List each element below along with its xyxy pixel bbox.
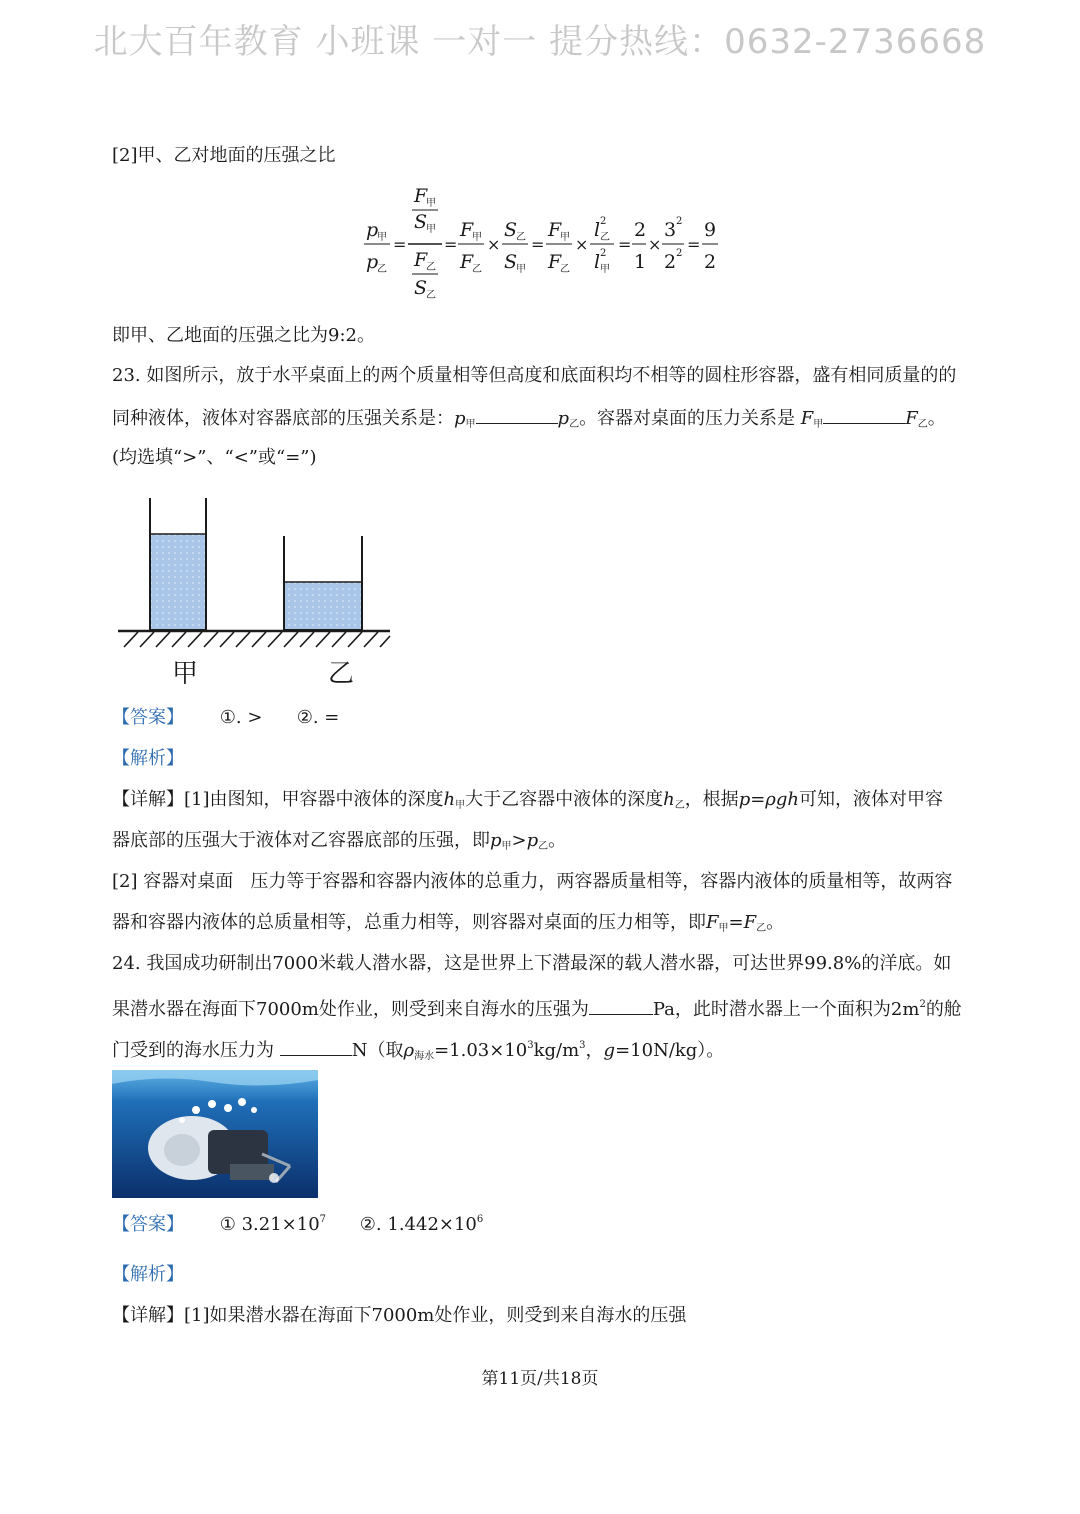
q22-part2-heading: [2]甲、乙对地面的压强之比 <box>112 145 336 166</box>
q24-text: =10N/kg）。 <box>615 1040 725 1061</box>
formula-l: l <box>594 251 601 273</box>
var-h: h <box>443 789 456 810</box>
formula-num: 3 <box>664 219 677 241</box>
q23-detail-line3: [2] 容器对桌面 压力等于容器和容器内液体的总重力，两容器质量相等，容器内液体的质量相等，故两容 <box>112 871 953 892</box>
var-g: g <box>603 1040 616 1061</box>
q24-stem-line1: 24. 我国成功研制出7000米载人潜水器，这是世界上下潜最深的载人潜水器，可达世界99.8%的洋底。如 <box>112 953 952 974</box>
sub-yi: 乙 <box>674 800 685 811</box>
formula-num: 2 <box>704 251 717 273</box>
period: 。 <box>548 830 567 851</box>
formula-F: F <box>548 251 562 273</box>
blank-pressure[interactable] <box>476 405 558 424</box>
answer-tag: 【答案】 <box>112 1214 184 1235</box>
answer-2-exp: 6 <box>476 1214 484 1225</box>
period: 。 <box>766 912 785 933</box>
formula-sub-jia: 甲 <box>472 232 482 243</box>
formula-sub-yi: 乙 <box>560 264 570 275</box>
sub-jia: 甲 <box>465 419 476 430</box>
formula-exp-2: 2 <box>600 216 607 227</box>
formula-times: × <box>487 235 501 254</box>
q23-answer <box>112 706 339 730</box>
formula-num: 9 <box>704 219 717 241</box>
formula-num: 1 <box>634 251 647 273</box>
formula-sub-yi: 乙 <box>426 290 436 301</box>
formula-eq: = <box>393 235 407 254</box>
q23-text: 器底部的压强大于液体对乙容器底部的压强，即 <box>112 830 490 851</box>
sub-yi: 乙 <box>569 419 580 430</box>
formula-eq: = <box>444 235 458 254</box>
answer-text: ①. > ②. = <box>219 707 340 728</box>
blank-force-value[interactable] <box>280 1037 352 1056</box>
submersible-photo <box>112 1070 318 1198</box>
formula-S: S <box>414 277 428 299</box>
q24-text: N（取 <box>351 1040 404 1061</box>
formula-S: S <box>504 251 518 273</box>
q24-detail-line1 <box>112 1304 686 1328</box>
formula-eq: = <box>618 235 632 254</box>
formula-times: × <box>648 235 662 254</box>
q23-text: 。容器对桌面的压力关系是 <box>579 408 796 429</box>
formula-sub-jia: 甲 <box>426 224 436 235</box>
formula-eq: = <box>687 235 701 254</box>
formula-sub-jia: 甲 <box>377 232 387 243</box>
q24-text: [1]如果潜水器在海面下7000m处作业，则受到来自海水的压强 <box>184 1305 687 1326</box>
sub-seawater: 海水 <box>414 1051 435 1062</box>
answer-1: ① 3.21×10 <box>219 1214 320 1235</box>
op-gt: > <box>511 830 527 851</box>
sub-yi: 乙 <box>917 419 928 430</box>
q23-text: 可知，液体对甲容 <box>799 789 943 810</box>
sup-3: 3 <box>527 1040 534 1051</box>
formula-p: p <box>366 251 379 273</box>
detail-tag: 【详解】 <box>112 789 184 810</box>
q23-text: 大于乙容器中液体的深度 <box>465 789 664 810</box>
blank-force[interactable] <box>823 405 905 424</box>
q24-stem-line3 <box>112 1034 724 1069</box>
formula-F: F <box>414 185 428 207</box>
var-h: h <box>663 789 675 810</box>
var-F: F <box>706 912 719 933</box>
sup-2: 2 <box>919 999 926 1010</box>
q24-text: 的舱 <box>925 999 962 1020</box>
formula-F: F <box>460 251 474 273</box>
watermark-header: 北大百年教育 小班课 一对一 提分热线：0632-2736668 <box>93 22 987 62</box>
sub-jia: 甲 <box>813 419 824 430</box>
q23-stem-line2 <box>112 405 946 437</box>
formula-sub-yi: 乙 <box>600 232 610 243</box>
formula-sub-yi: 乙 <box>516 232 526 243</box>
var-p: p <box>454 408 466 429</box>
formula-times: × <box>575 235 589 254</box>
formula-num: 2 <box>664 251 677 273</box>
sub-jia: 甲 <box>718 923 729 934</box>
q24-text: 果潜水器在海面下7000m处作业，则受到来自海水的压强为 <box>112 999 589 1020</box>
formula-F: F <box>460 219 474 241</box>
formula-sub-jia: 甲 <box>560 232 570 243</box>
op-eq: = <box>728 912 744 933</box>
q24-text: Pa，此时潜水器上一个面积为2m <box>652 999 920 1020</box>
answer-2: ②. 1.442×10 <box>359 1214 477 1235</box>
formula-S: S <box>504 219 518 241</box>
q23-text: ，根据 <box>684 789 739 810</box>
formula-F: F <box>548 219 562 241</box>
formula-num: 2 <box>634 219 647 241</box>
ground-hatch <box>124 632 390 647</box>
q24-text: 门受到的海水压力为 <box>112 1040 280 1061</box>
blank-pressure-value[interactable] <box>589 996 653 1015</box>
formula-sub-jia: 甲 <box>600 264 610 275</box>
formula-p: p <box>366 219 379 241</box>
analysis-tag: 【解析】 <box>112 748 184 769</box>
formula-sub-jia: 甲 <box>426 198 436 209</box>
q23-text: 同种液体，液体对容器底部的压强关系是： <box>112 408 454 429</box>
var-p: p <box>526 830 539 851</box>
formula-sub-yi: 乙 <box>377 264 387 275</box>
q23-detail-line2 <box>112 829 566 859</box>
answer-tag: 【答案】 <box>112 707 184 728</box>
q23-text: [1]由图知，甲容器中液体的深度 <box>184 789 444 810</box>
q23-detail-line4 <box>112 911 784 941</box>
var-F: F <box>905 408 918 429</box>
formula-F: F <box>414 249 428 271</box>
q23-stem-line1: 23. 如图所示，放于水平桌面上的两个质量相等但高度和底面积均不相等的圆柱形容器，盛有相同质量的的 <box>112 365 957 386</box>
liquid-yi <box>284 582 362 630</box>
formula-inline: p=ρgh <box>738 789 799 810</box>
q24-answer <box>112 1208 483 1237</box>
formula-sub-yi: 乙 <box>472 264 482 275</box>
formula-S: S <box>414 211 428 233</box>
sub-yi: 乙 <box>538 841 549 852</box>
period: 。 <box>927 408 946 429</box>
var-F: F <box>743 912 757 933</box>
q22-conclusion: 即甲、乙地面的压强之比为9:2。 <box>112 325 375 346</box>
q24-text: =1.03×10 <box>434 1040 528 1061</box>
sup-3: 3 <box>579 1040 586 1051</box>
detail-tag: 【详解】 <box>112 1305 184 1326</box>
formula-l: l <box>594 219 601 241</box>
formula-sub-yi: 乙 <box>426 262 436 273</box>
sub-yi: 乙 <box>756 923 767 934</box>
var-F: F <box>800 408 814 429</box>
formula-eq: = <box>531 235 545 254</box>
var-p: p <box>557 408 570 429</box>
analysis-tag: 【解析】 <box>112 1264 184 1285</box>
q24-text: ， <box>585 1040 604 1061</box>
q23-detail-line1 <box>112 788 943 818</box>
formula-sub-jia: 甲 <box>516 264 526 275</box>
answer-1-exp: 7 <box>319 1214 327 1225</box>
q24-text: kg/m <box>533 1040 580 1061</box>
formula-exp-2: 2 <box>600 248 607 259</box>
q23-stem-line3: (均选填“>”、“<”或“=”) <box>112 447 317 468</box>
liquid-jia <box>150 534 206 630</box>
figure-label-jia: 甲 <box>172 659 199 689</box>
pressure-ratio-formula <box>362 182 722 302</box>
formula-exp-2: 2 <box>676 248 683 259</box>
sub-jia: 甲 <box>501 841 512 852</box>
figure-label-yi: 乙 <box>328 659 355 689</box>
page-footer: 第11页/共18页 <box>481 1369 599 1389</box>
var-rho: ρ <box>403 1040 415 1061</box>
containers-figure <box>112 490 402 690</box>
q23-text: 器和容器内液体的总质量相等，总重力相等，则容器对桌面的压力相等，即 <box>112 912 706 933</box>
q24-analysis-tag <box>112 1263 184 1287</box>
sub-jia: 甲 <box>455 800 466 811</box>
formula-exp-2: 2 <box>676 216 683 227</box>
q24-stem-line2 <box>112 993 962 1022</box>
q23-analysis-tag <box>112 747 184 771</box>
var-p: p <box>490 830 502 851</box>
